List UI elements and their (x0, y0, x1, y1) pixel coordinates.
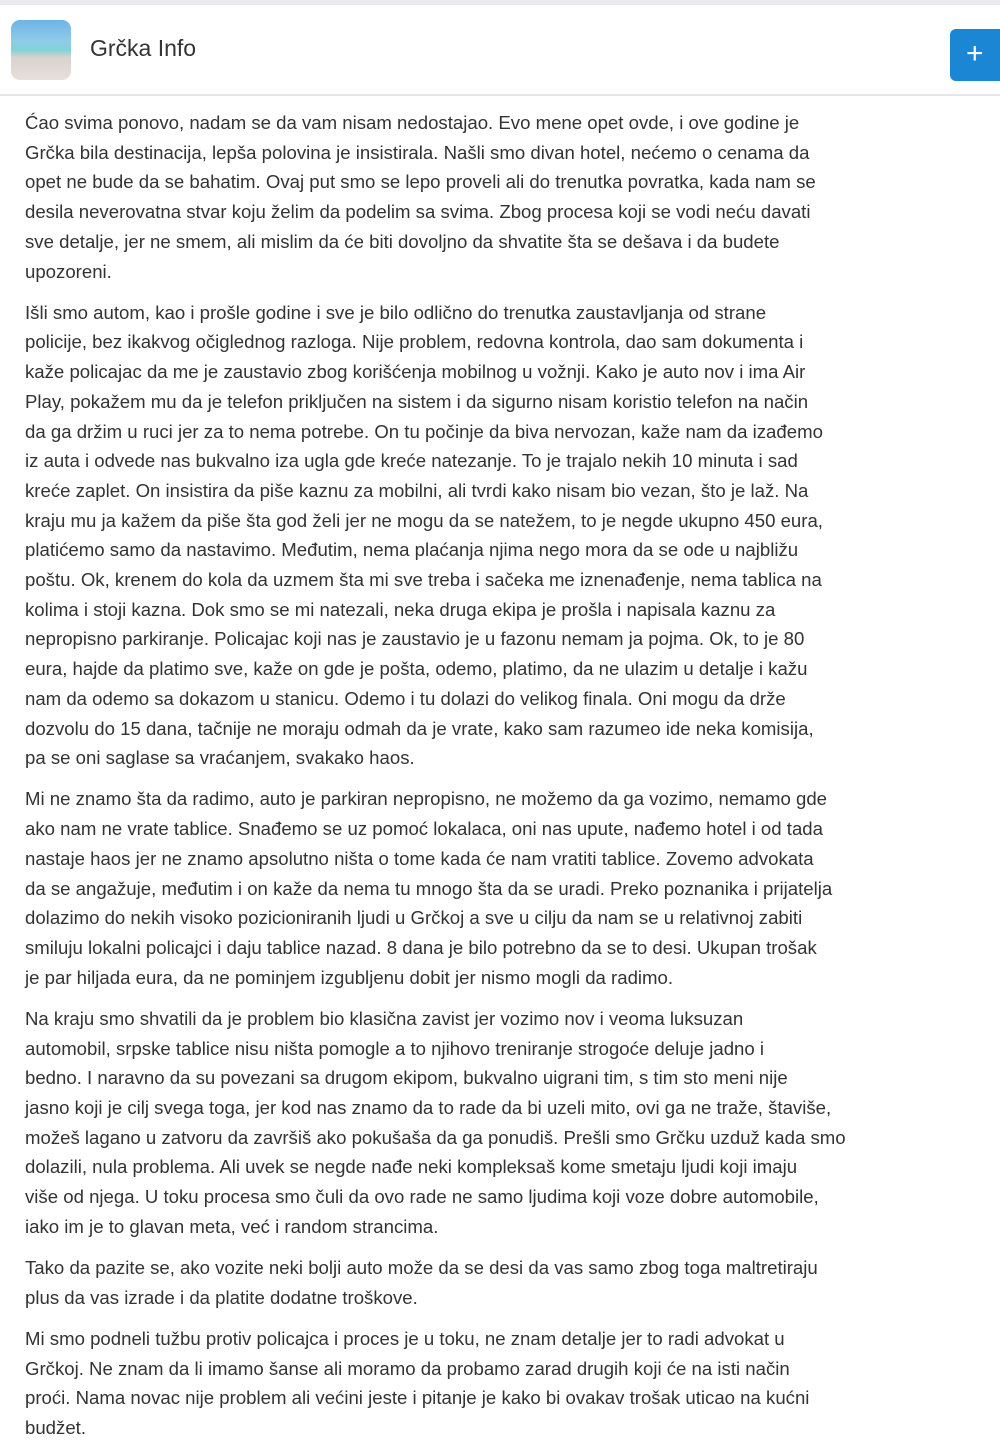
text-line: budžet. (25, 1417, 86, 1439)
text-line: Mi ne znamo šta da radimo, auto je parkiran nepropisno, ne možemo da ga vozimo, nemamo gde (25, 788, 828, 810)
post-paragraph (25, 1253, 995, 1312)
text-line: da se angažuje, međutim i on kaže da nema tu mnogo šta da se uradi. Preko poznanika i prijatelja (25, 877, 833, 899)
text-line: dolazili, nula problema. Ali uvek se negde nađe neki kompleksaš kome smetaju ljudi koji imaju (25, 1156, 798, 1178)
page-avatar[interactable] (11, 20, 71, 80)
post-paragraph (25, 298, 995, 773)
text-line: smiluju lokalni policajci i daju tablice nazad. 8 dana je bilo potrebno da se to desi. Ukupan trošak (25, 936, 817, 958)
text-line: desila neverovatna stvar koju želim da podelim sa svima. Zbog procesa koji se vodi neću davati (25, 201, 811, 223)
text-line: Mi smo podneli tužbu protiv policajca i proces je u toku, ne znam detalje jer to radi advokat u (25, 1327, 785, 1349)
text-line: Play, pokažem mu da je telefon priključen na sistem i da sigurno nisam koristio telefon na način (25, 390, 809, 412)
text-line: nastaje haos jer ne znamo apsolutno ništa o tome kada će nam vratiti tablice. Zovemo advokata (25, 847, 814, 869)
text-line: opet ne bude da se bahatim. Ovaj put smo se lepo proveli ali do trenutka povratka, kada nam se (25, 171, 816, 193)
text-line: pa se oni saglase sa vraćanjem, svakako haos. (25, 747, 415, 769)
post-paragraph (25, 784, 995, 992)
text-line: možeš lagano u zatvoru da završiš ako pokušaša da ga ponudiš. Prešli smo Grčku uzduž kada smo (25, 1126, 846, 1148)
text-line: dozvolu do 15 dana, tačnije ne moraju odmah da je vrate, kako sam razumeo ide neka komisija, (25, 717, 814, 739)
text-line: platićemo samo da nastavimo. Međutim, nema plaćanja njima nego mora da se ode u najbližu (25, 539, 799, 561)
text-line: je par hiljada eura, da ne pominjem izgubljenu dobit jer nismo mogli da radimo. (25, 966, 674, 988)
text-line: iako im je to glavan meta, već i random strancima. (25, 1215, 439, 1237)
text-line: nepropisno parkiranje. Policajac koji nas je zaustavio je u fazonu nemam ja pojma. Ok, to je 80 (25, 628, 805, 650)
post-paragraph (25, 108, 995, 286)
text-line: bedno. I naravno da su povezani sa drugom ekipom, bukvalno uigrani tim, s tim sto meni nije (25, 1067, 788, 1089)
text-line: nam da odemo sa dokazom u stanicu. Odemo i tu dolazi do velikog finala. Oni mogu da drže (25, 687, 786, 709)
text-line: policije, bez ikakvog očiglednog razloga. Nije problem, redovna kontrola, dao sam dokumenta i (25, 331, 804, 353)
post-paragraph (25, 1004, 995, 1242)
text-line: kaže policajac da me je zaustavio zbog korišćenja mobilnog u vožnji. Kako je auto nov i ima Air (25, 361, 806, 383)
text-line: Išli smo autom, kao i prošle godine i sve je bilo odlično do trenutka zaustavljanja od strane (25, 301, 767, 323)
text-line: dolazimo do nekih visoko pozicioniranih ljudi u Grčkoj a sve u cilju da nam se u relativnoj zabiti (25, 907, 803, 929)
text-line: kreće zaplet. On insistira da piše kaznu za mobilni, ali tvrdi kako nisam bio vezan, što je laž. Na (25, 479, 809, 501)
text-line: iz auta i odvede nas bukvalno iza ugla gde kreće natezanje. To je trajalo nekih 10 minuta i sad (25, 450, 798, 472)
text-line: poštu. Ok, krenem do kola da uzmem šta mi sve treba i sačeka me iznenađenje, nema tablica na (25, 569, 822, 591)
text-line: Ćao svima ponovo, nadam se da vam nisam nedostajao. Evo mene opet ovde, i ove godine je (25, 112, 800, 133)
text-line: proći. Nama novac nije problem ali većini jeste i pitanje je kako bi ovakav trošak uticao na kućni (25, 1387, 810, 1409)
text-line: eura, hajde da platimo sve, kaže on gde je pošta, odemo, platimo, da ne ulazim u detalje i kažu (25, 658, 808, 680)
text-line: više od njega. U toku procesa smo čuli da ovo rade ne samo ljudima koji voze dobre automobile, (25, 1186, 819, 1208)
post-paragraph (25, 1324, 995, 1443)
text-line: automobil, srpske tablice nisu ništa pomogle a to njihovo treniranje strogoće deluje jadno i (25, 1037, 765, 1059)
text-line: kraju mu ja kažem da piše šta god želi jer ne mogu da se natežem, to je negde ukupno 450 eura, (25, 509, 823, 531)
text-line: Grčka bila destinacija, lepša polovina je insistirala. Našli smo divan hotel, nećemo o cenama da (25, 141, 810, 163)
page-header (0, 5, 1000, 96)
page-title[interactable]: Grčka Info (90, 35, 197, 61)
add-button[interactable]: + (950, 29, 1000, 81)
text-line: Grčkoj. Ne znam da li imamo šanse ali moramo da probamo zarad drugih koji će na isti način (25, 1357, 790, 1379)
text-line: sve detalje, jer ne smem, ali mislim da će biti dovoljno da shvatite šta se dešava i da budete (25, 230, 780, 252)
text-line: plus da vas izrade i da platite dodatne troškove. (25, 1286, 418, 1308)
text-line: upozoreni. (25, 260, 112, 282)
text-line: ako nam ne vrate tablice. Snađemo se uz pomoć lokalaca, oni nas upute, nađemo hotel i od tada (25, 818, 823, 840)
post-body (25, 108, 995, 1454)
text-line: jasno koji je cilj svega toga, jer kod nas znamo da to rade da bi uzeli mito, ovi ga ne traže, štaviše, (25, 1097, 832, 1118)
text-line: Tako da pazite se, ako vozite neki bolji auto može da se desi da vas samo zbog toga maltretiraju (25, 1257, 818, 1279)
text-line: Na kraju smo shvatili da je problem bio klasična zavist jer vozimo nov i veoma luksuzan (25, 1007, 744, 1029)
text-line: da ga držim u ruci jer za to nema potrebe. On tu počinje da biva nervozan, kaže nam da izađemo (25, 420, 823, 442)
text-line: kolima i stoji kazna. Dok smo se mi natezali, neka druga ekipa je prošla i napisala kaznu za (25, 598, 776, 620)
